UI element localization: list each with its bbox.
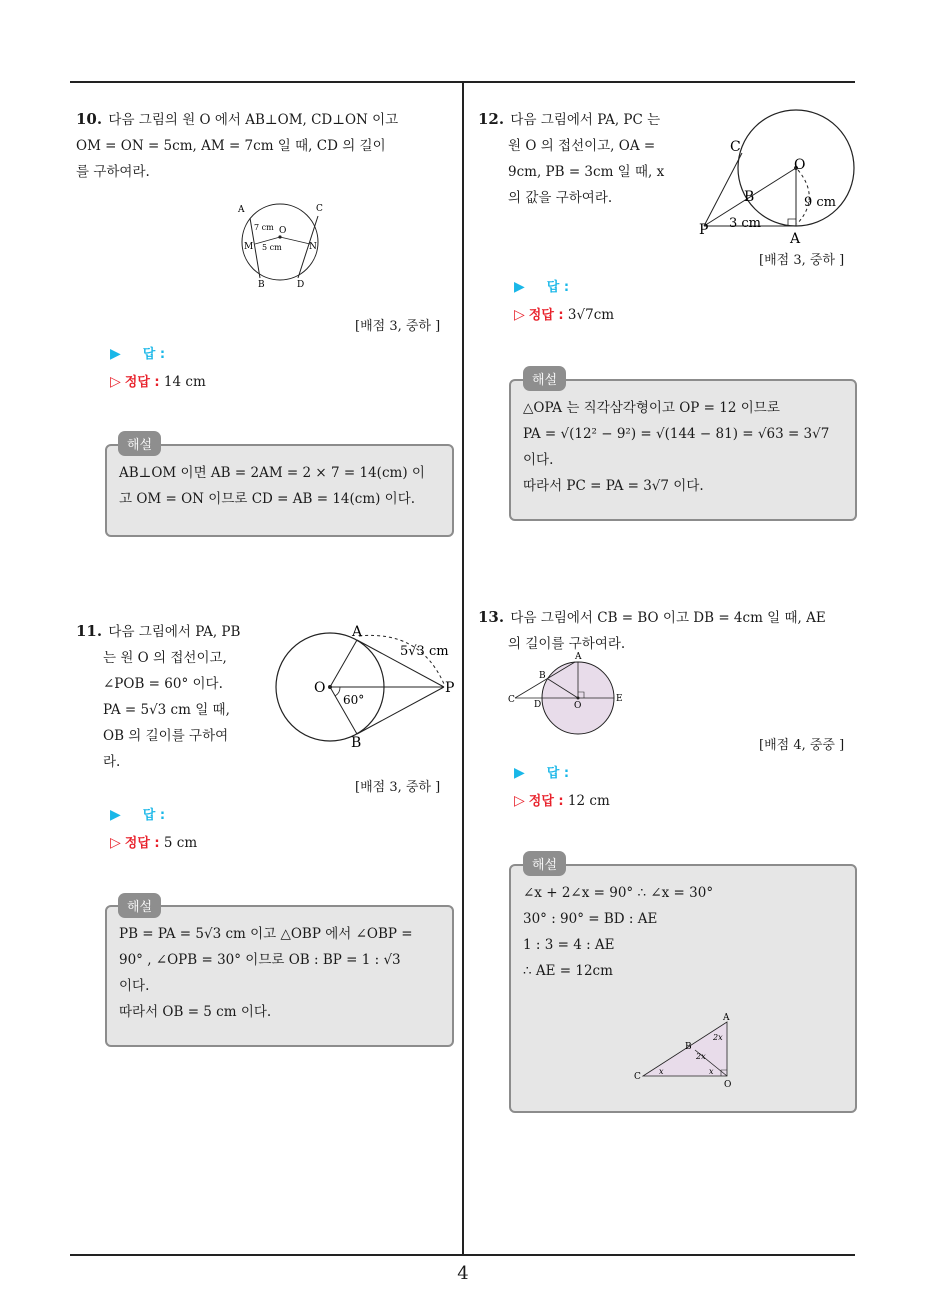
label-a: A [352,624,363,640]
question-number: 11. [76,622,103,640]
q13-score: [배점 4, 중중 ] [759,738,845,753]
center-point [577,697,580,700]
label-60: 60° [343,693,365,707]
label-o: O [279,226,287,236]
solution-line: 이다. [523,452,554,468]
correct-label: 정답 : [528,794,564,809]
correct-triangle-icon: ▷ [514,307,525,323]
answer-triangle-icon: ▶ [514,279,525,295]
label-c: C [508,695,515,705]
q12-correct-line [514,304,614,323]
label-x-c: x [659,1067,664,1076]
page-number: 4 [457,1263,469,1284]
bottom-rule [70,1254,855,1256]
label-2x-b: 2x [696,1052,706,1061]
question-number: 12. [478,110,505,128]
q11-solution-tag: 해설 [118,893,161,918]
answer-triangle-icon: ▶ [514,765,525,781]
q13-figure [505,648,630,738]
solution-line: ∴ AE = 12cm [523,963,613,979]
solution-line: △OPA 는 직각삼각형이고 OP = 12 이므로 [523,400,780,416]
question-text-line: 는 원 O 의 접선이고, [103,650,227,666]
label-o: O [574,701,582,711]
solution-line: PB = PA = 5√3 cm 이고 △OBP 에서 ∠OBP = [119,926,413,942]
solution-line: 이다. [119,978,150,994]
answer-label: 답 : [546,766,570,781]
label-d: D [297,280,305,290]
label-b: B [258,280,265,290]
label-m: M [244,242,254,252]
answer-label: 답 : [142,347,166,362]
label-x-o: x [709,1067,714,1076]
angle-arc [335,687,340,696]
label-9cm: 9 cm [804,195,837,210]
question-text-line: 의 값을 구하여라. [508,190,613,206]
label-n: N [309,242,317,252]
correct-triangle-icon: ▷ [514,793,525,809]
q10-figure [230,198,330,290]
label-b: B [685,1042,692,1052]
q13-answer-line [514,762,569,781]
question-text-line: 라. [103,754,121,770]
circle [242,204,318,280]
solution-line: 1 : 3 = 4 : AE [523,937,615,953]
center-point [328,685,332,689]
question-12 [478,106,683,211]
correct-triangle-icon: ▷ [110,835,121,851]
label-o: O [794,157,806,173]
segment-on [280,237,310,244]
q10-correct-line [110,371,206,390]
label-p: P [445,680,455,696]
column-divider [462,82,464,1255]
q12-solution-tag: 해설 [523,366,566,391]
correct-label: 정답 : [124,375,160,390]
label-c: C [730,139,741,155]
q11-score: [배점 3, 중하 ] [355,780,441,795]
correct-answer: 12 cm [567,793,610,809]
q11-correct-line [110,832,197,851]
solution-line: PA = √(12² − 9²) = √(144 − 81) = √63 = 3√7 [523,426,830,442]
segment-oa [330,640,357,687]
question-text-line: ∠POB = 60° 이다. [103,676,223,692]
question-text-line: 다음 그림에서 PA, PB [108,624,241,640]
label-a: A [723,1013,730,1023]
correct-triangle-icon: ▷ [110,374,121,390]
q13-solution-tag: 해설 [523,851,566,876]
q12-score: [배점 3, 중하 ] [759,253,845,268]
label-7cm: 7 cm [254,223,274,232]
answer-triangle-icon: ▶ [110,346,121,362]
correct-label: 정답 : [528,308,564,323]
solution-line: 따라서 OB = 5 cm 이다. [119,1004,272,1020]
right-angle-mark [788,219,796,226]
q12-solution-box [509,379,857,521]
question-text-line: 다음 그림에서 CB = BO 이고 DB = 4cm 일 때, AE [510,610,826,626]
solution-line: AB⊥OM 이면 AB = 2AM = 2 × 7 = 14(cm) 이 [119,465,425,481]
solution-line: 90° , ∠OPB = 30° 이므로 OB : BP = 1 : √3 [119,952,401,968]
correct-answer: 5 cm [163,835,198,851]
question-text-line: 를 구하여라. [76,164,150,180]
label-o: O [314,680,326,696]
question-text-line: 의 길이를 구하여라. [508,636,626,652]
label-b: B [744,189,755,205]
q11-figure [270,622,460,752]
label-3cm: 3 cm [729,216,762,231]
solution-line: ∠x + 2∠x = 90° ∴ ∠x = 30° [523,885,714,901]
label-2x-a: 2x [713,1033,723,1042]
q11-solution-box [105,905,454,1047]
question-number: 13. [478,608,505,626]
solution-line: 30° : 90° = BD : AE [523,911,658,927]
q11-answer-line [110,804,165,823]
q13-solution-figure [629,1012,739,1090]
label-a: A [575,652,582,662]
question-text-line: PA = 5√3 cm 일 때, [103,702,230,718]
question-text-line: OB 의 길이를 구하여 [103,728,229,744]
question-text-line: 9cm, PB = 3cm 일 때, x [508,164,665,180]
correct-answer: 3√7cm [567,307,615,323]
q12-figure [696,106,861,248]
label-o: O [724,1080,732,1090]
question-text-line: OM = ON = 5cm, AM = 7cm 일 때, CD 의 길이 [76,138,386,154]
tangent-pb [357,687,444,734]
correct-answer: 14 cm [163,374,206,390]
label-5root3: 5√3 cm [400,644,449,659]
q10-solution-tag: 해설 [118,431,161,456]
q10-answer-line [110,343,165,362]
label-c: C [316,204,323,214]
question-number: 10. [76,110,103,128]
answer-triangle-icon: ▶ [110,807,121,823]
q12-answer-line [514,276,569,295]
q10-solution-box [105,444,454,537]
question-text-line: 다음 그림에서 PA, PC 는 [510,112,661,128]
answer-label: 답 : [546,280,570,295]
label-d: D [534,700,542,710]
q13-correct-line [514,790,610,809]
label-b: B [351,735,362,751]
question-10 [76,106,456,185]
correct-label: 정답 : [124,836,160,851]
label-e: E [616,694,623,704]
solution-line: 따라서 PC = PA = 3√7 이다. [523,478,704,494]
label-a: A [790,231,801,247]
label-5cm: 5 cm [262,243,282,252]
question-11 [76,618,266,775]
label-a: A [238,205,245,215]
label-b: B [539,671,546,681]
question-text-line: 원 O 의 접선이고, OA = [508,138,656,154]
label-c: C [634,1072,641,1082]
q13-solution-box [509,864,857,1113]
solution-line: 고 OM = ON 이므로 CD = AB = 14(cm) 이다. [119,491,416,507]
answer-label: 답 : [142,808,166,823]
question-text-line: 다음 그림의 원 O 에서 AB⊥OM, CD⊥ON 이고 [108,112,399,128]
q10-score: [배점 3, 중하 ] [355,319,441,334]
label-p: P [699,222,709,238]
dashed-arc [359,635,444,684]
